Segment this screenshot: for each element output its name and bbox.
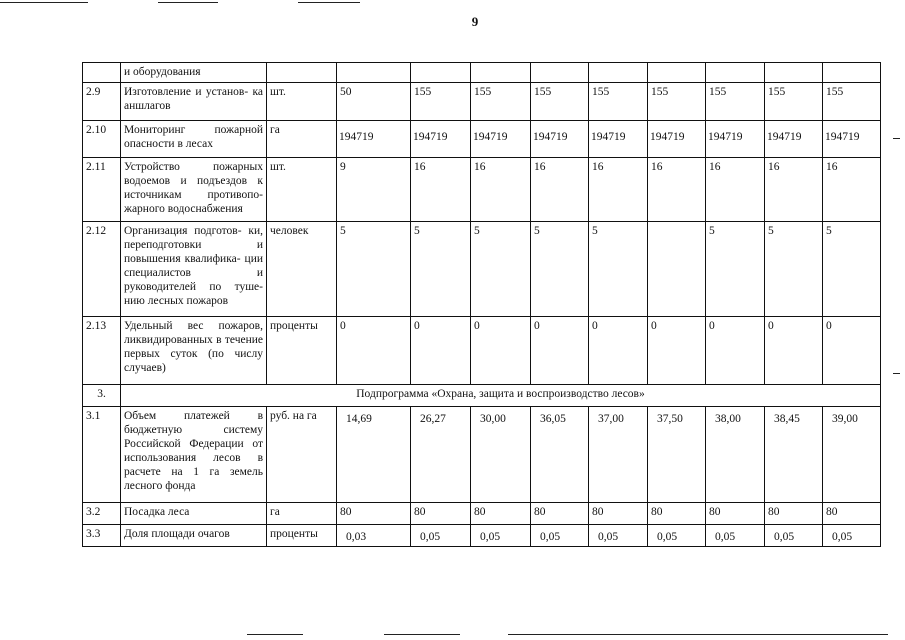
row-number-cell: 3.3: [83, 525, 121, 547]
value-cell: 0,05: [765, 525, 823, 547]
value-cell: 0: [411, 317, 471, 385]
table-body: [83, 63, 881, 547]
table-row: [83, 407, 881, 503]
value-cell: 16: [589, 158, 648, 222]
value-cell: 16: [765, 158, 823, 222]
value-cell: 5: [706, 222, 765, 317]
row-number-cell: 2.11: [83, 158, 121, 222]
row-number-cell: 2.9: [83, 83, 121, 121]
unit-cell: проценты: [267, 525, 337, 547]
value-cell: 16: [471, 158, 531, 222]
value-cell: 0: [471, 317, 531, 385]
value-cell: 30,00: [471, 407, 531, 503]
value-cell: 0,03: [337, 525, 411, 547]
value-cell: 155: [823, 83, 881, 121]
value-cell: 5: [531, 222, 589, 317]
value-cell: 194719: [337, 121, 411, 158]
indicator-name-cell: Посадка леса: [121, 503, 267, 525]
row-number-cell: 3.1: [83, 407, 121, 503]
value-cell: [589, 63, 648, 83]
value-cell: 0,05: [648, 525, 706, 547]
table-row: [83, 63, 881, 83]
value-cell: 0,05: [706, 525, 765, 547]
indicator-name-cell: Объем платежей в бюджетную систему Российской Федерации от использования лесов в расчете на 1 га земель лесного фонда: [121, 407, 267, 503]
table-row: [83, 121, 881, 158]
value-cell: [648, 63, 706, 83]
value-cell: 155: [648, 83, 706, 121]
unit-cell: га: [267, 121, 337, 158]
value-cell: 38,45: [765, 407, 823, 503]
value-cell: 194719: [765, 121, 823, 158]
indicator-name-cell: и оборудования: [121, 63, 267, 83]
value-cell: 50: [337, 83, 411, 121]
value-cell: 37,00: [589, 407, 648, 503]
value-cell: 80: [531, 503, 589, 525]
page-number: 9: [471, 14, 479, 29]
row-number-cell: 2.10: [83, 121, 121, 158]
indicator-name-cell: Устройство пожарных водоемов и подъездов к источникам противопо- жарного водоснабжения: [121, 158, 267, 222]
value-cell: 16: [706, 158, 765, 222]
value-cell: [411, 63, 471, 83]
value-cell: [823, 63, 881, 83]
table-row: [83, 222, 881, 317]
scan-artifact-line: [384, 634, 460, 635]
value-cell: 80: [823, 503, 881, 525]
value-cell: [706, 63, 765, 83]
value-cell: 194719: [589, 121, 648, 158]
value-cell: 194719: [823, 121, 881, 158]
unit-cell: га: [267, 503, 337, 525]
value-cell: 0,05: [823, 525, 881, 547]
value-cell: 5: [411, 222, 471, 317]
value-cell: 155: [411, 83, 471, 121]
value-cell: 155: [531, 83, 589, 121]
value-cell: 0: [765, 317, 823, 385]
value-cell: 26,27: [411, 407, 471, 503]
row-number-cell: [83, 63, 121, 83]
value-cell: 16: [531, 158, 589, 222]
value-cell: 0: [706, 317, 765, 385]
table-row: [83, 83, 881, 121]
unit-cell: [267, 63, 337, 83]
table-row: [83, 525, 881, 547]
section-row: [83, 385, 881, 407]
table-row: [83, 503, 881, 525]
unit-cell: человек: [267, 222, 337, 317]
unit-cell: руб. на га: [267, 407, 337, 503]
scan-artifact-line: [298, 2, 360, 3]
value-cell: 155: [589, 83, 648, 121]
value-cell: 0: [648, 317, 706, 385]
row-number-cell: 3.: [83, 385, 121, 407]
value-cell: 0,05: [531, 525, 589, 547]
indicator-name-cell: Удельный вес пожаров, ликвидированных в течение первых суток (по числу случаев): [121, 317, 267, 385]
unit-cell: шт.: [267, 158, 337, 222]
value-cell: 155: [706, 83, 765, 121]
scan-artifact-line: [0, 2, 88, 3]
value-cell: [648, 222, 706, 317]
value-cell: 155: [471, 83, 531, 121]
value-cell: 194719: [411, 121, 471, 158]
value-cell: 0: [589, 317, 648, 385]
value-cell: 80: [706, 503, 765, 525]
value-cell: [471, 63, 531, 83]
value-cell: 80: [589, 503, 648, 525]
value-cell: 16: [648, 158, 706, 222]
value-cell: 194719: [531, 121, 589, 158]
value-cell: 5: [589, 222, 648, 317]
value-cell: 0,05: [411, 525, 471, 547]
value-cell: 80: [471, 503, 531, 525]
value-cell: 38,00: [706, 407, 765, 503]
value-cell: 5: [471, 222, 531, 317]
margin-mark: [893, 373, 900, 374]
value-cell: 9: [337, 158, 411, 222]
value-cell: 155: [765, 83, 823, 121]
row-number-cell: 2.12: [83, 222, 121, 317]
indicator-name-cell: Мониторинг пожарной опасности в лесах: [121, 121, 267, 158]
value-cell: [765, 63, 823, 83]
value-cell: 80: [648, 503, 706, 525]
value-cell: 5: [337, 222, 411, 317]
value-cell: 80: [337, 503, 411, 525]
row-number-cell: 2.13: [83, 317, 121, 385]
value-cell: 5: [823, 222, 881, 317]
value-cell: 36,05: [531, 407, 589, 503]
scan-artifact-line: [247, 634, 303, 635]
value-cell: [531, 63, 589, 83]
section-title-cell: Подпрограмма «Охрана, защита и воспроизводство лесов»: [121, 385, 881, 407]
scan-artifact-line: [508, 634, 888, 635]
value-cell: 16: [823, 158, 881, 222]
value-cell: 80: [411, 503, 471, 525]
value-cell: 16: [411, 158, 471, 222]
value-cell: 0: [337, 317, 411, 385]
value-cell: 194719: [471, 121, 531, 158]
margin-mark: [893, 138, 900, 139]
indicator-name-cell: Изготовление и установ- ка аншлагов: [121, 83, 267, 121]
value-cell: 194719: [706, 121, 765, 158]
value-cell: 194719: [648, 121, 706, 158]
value-cell: 14,69: [337, 407, 411, 503]
unit-cell: шт.: [267, 83, 337, 121]
indicator-table: [82, 62, 881, 547]
value-cell: 5: [765, 222, 823, 317]
value-cell: 0,05: [589, 525, 648, 547]
unit-cell: проценты: [267, 317, 337, 385]
row-number-cell: 3.2: [83, 503, 121, 525]
value-cell: 80: [765, 503, 823, 525]
value-cell: 39,00: [823, 407, 881, 503]
table-row: [83, 158, 881, 222]
value-cell: 0: [531, 317, 589, 385]
indicator-name-cell: Доля площади очагов: [121, 525, 267, 547]
value-cell: 37,50: [648, 407, 706, 503]
scan-artifact-line: [158, 2, 218, 3]
value-cell: 0: [823, 317, 881, 385]
value-cell: [337, 63, 411, 83]
table-row: [83, 317, 881, 385]
indicator-name-cell: Организация подготов- ки, переподготовки и повышения квалифика- ции специалистов и руководителей по туше- нию лесных пожаров: [121, 222, 267, 317]
value-cell: 0,05: [471, 525, 531, 547]
